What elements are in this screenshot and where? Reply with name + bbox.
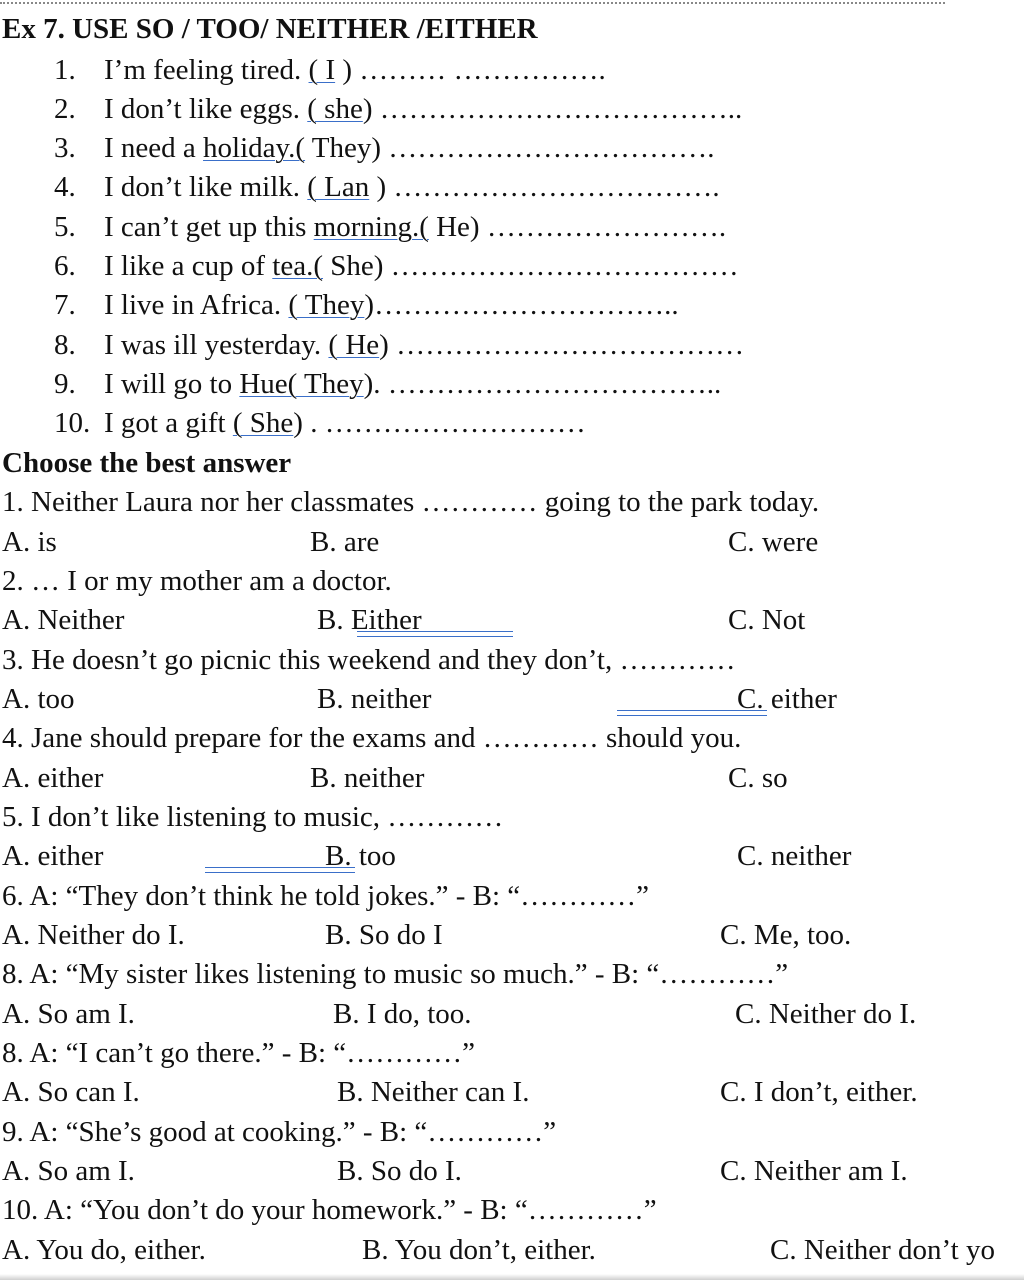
ex7-item-9: 9. I will go to Hue( They). ……………………………..: [54, 368, 722, 400]
mc-2-option-c: C. Not: [728, 604, 806, 636]
mc-question-5: 5. I don’t like listening to music, …………: [2, 801, 504, 833]
mc-8a-option-a: A. So am I.: [2, 998, 135, 1030]
mc-9-option-b: B. So do I.: [337, 1155, 462, 1187]
ex7-item-4: 4. I don’t like milk. ( Lan ) …………………………….: [54, 171, 720, 203]
mc-9-option-a: A. So am I.: [2, 1155, 135, 1187]
mc-3-option-b: B. neither: [317, 683, 432, 715]
ex7-item-5: 5. I can’t get up this morning.( He) …………………….: [54, 211, 727, 243]
mc-5-option-a: A. either: [2, 840, 104, 872]
mc-8b-option-b: B. Neither can I.: [337, 1076, 530, 1108]
ex7-item-2: 2. I don’t like eggs. ( she) ………………………………..: [54, 93, 743, 125]
mc-6-option-b: B. So do I: [325, 919, 443, 951]
ex7-item-1: 1. I’m feeling tired. ( I ) ……… …………….: [54, 54, 606, 86]
mc-10-option-a: A. You do, either.: [2, 1234, 206, 1266]
mc-6-option-c: C. Me, too.: [720, 919, 852, 951]
mc-4-option-a: A. either: [2, 762, 104, 794]
mc-question-8b: 8. A: “I can’t go there.” - B: “…………”: [2, 1037, 475, 1069]
mc-1-option-b: B. are: [310, 526, 380, 558]
mc-question-2: 2. … I or my mother am a doctor.: [2, 565, 392, 597]
mc-question-3: 3. He doesn’t go picnic this weekend and they don’t, …………: [2, 644, 736, 676]
ex7-item-7: 7. I live in Africa. ( They)…………………………..: [54, 289, 679, 321]
mc-10-option-b: B. You don’t, either.: [362, 1234, 596, 1266]
mc-9-option-c: C. Neither am I.: [720, 1155, 908, 1187]
answer-underline-mark: [357, 631, 513, 637]
mc-1-option-c: C. were: [728, 526, 819, 558]
mc-question-10: 10. A: “You don’t do your homework.” - B: “…………”: [2, 1194, 657, 1226]
mc-2-option-a: A. Neither: [2, 604, 125, 636]
mc-4-option-b: B. neither: [310, 762, 425, 794]
mc-5-option-c: C. neither: [737, 840, 852, 872]
mc-question-9: 9. A: “She’s good at cooking.” - B: “…………”: [2, 1116, 557, 1148]
mc-8a-option-b: B. I do, too.: [333, 998, 472, 1030]
top-dotted-rule: [0, 2, 945, 4]
mc-8b-option-c: C. I don’t, either.: [720, 1076, 918, 1108]
mc-1-option-a: A. is: [2, 526, 57, 558]
mc-question-6: 6. A: “They don’t think he told jokes.” - B: “…………”: [2, 880, 650, 912]
mc-question-8a: 8. A: “My sister likes listening to music so much.” - B: “…………”: [2, 958, 789, 990]
mc-8b-option-a: A. So can I.: [2, 1076, 140, 1108]
answer-underline-mark: [617, 710, 767, 716]
mc-10-option-c: C. Neither don’t yo: [770, 1234, 995, 1266]
mc-2-option-b: B. Either: [317, 604, 422, 636]
mc-3-option-a: A. too: [2, 683, 75, 715]
mc-3-option-c: C. either: [737, 683, 837, 715]
mc-6-option-a: A. Neither do I.: [2, 919, 185, 951]
mc-5-option-b: B. too: [325, 840, 396, 872]
ex7-item-3: 3. I need a holiday.( They) …………………………….: [54, 132, 715, 164]
section-choose-best-answer: Choose the best answer: [2, 447, 292, 479]
mc-question-1: 1. Neither Laura nor her classmates ………… going to the park today.: [2, 486, 820, 518]
mc-8a-option-c: C. Neither do I.: [735, 998, 917, 1030]
ex7-item-6: 6. I like a cup of tea.( She) ………………………………: [54, 250, 739, 282]
ex7-item-8: 8. I was ill yesterday. ( He) ………………………………: [54, 329, 745, 361]
answer-underline-mark: [205, 867, 355, 873]
exercise-7-title: Ex 7. USE SO / TOO/ NEITHER /EITHER: [2, 13, 538, 45]
mc-question-4: 4. Jane should prepare for the exams and ………… should you.: [2, 722, 742, 754]
cut-off-next-line: [0, 1274, 1024, 1280]
ex7-item-10: 10. I got a gift ( She) . ………………………: [54, 407, 586, 439]
mc-4-option-c: C. so: [728, 762, 788, 794]
